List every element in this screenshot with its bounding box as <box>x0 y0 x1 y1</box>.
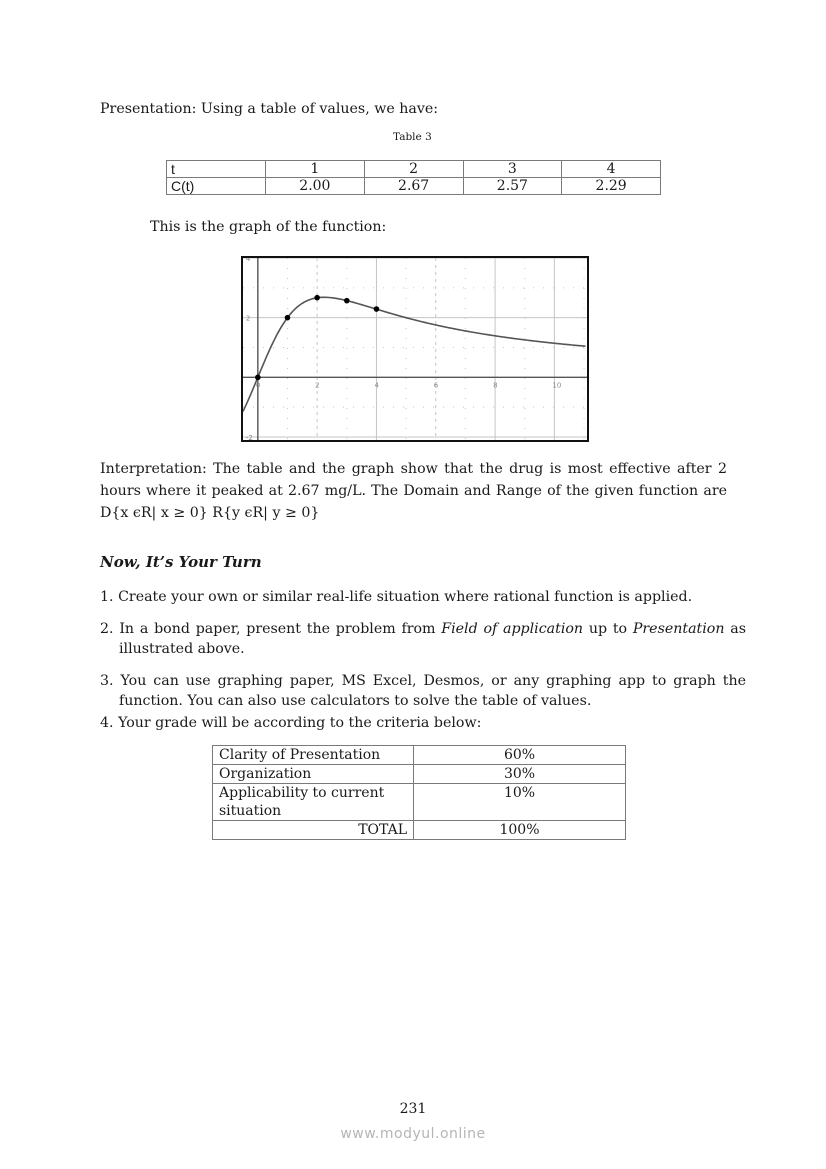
data-point <box>255 375 261 381</box>
table-cell: 2.57 <box>463 178 562 195</box>
task-text: Create your own or similar real-life situation where rational function is applied. <box>118 589 693 605</box>
table-cell: 2 <box>364 161 463 178</box>
function-graph <box>241 256 589 442</box>
values-table <box>166 160 661 195</box>
task-item <box>100 713 730 733</box>
table-cell: 1 <box>266 161 365 178</box>
y-tick-label: 4 <box>245 258 251 263</box>
table-row <box>213 765 626 784</box>
task-text-pre: In a bond paper, present the problem from <box>119 621 442 637</box>
task-number: 1. <box>100 589 114 605</box>
table-caption: Table 3 <box>393 131 432 143</box>
task-emphasis: Presentation <box>632 621 725 637</box>
table-row <box>167 161 661 178</box>
presentation-intro: Presentation: Using a table of values, we have: <box>100 101 439 117</box>
y-tick-label: 2 <box>245 314 251 323</box>
criteria-table <box>212 745 626 840</box>
criterion-value: 30% <box>414 765 626 784</box>
x-tick-label: 2 <box>315 381 320 390</box>
criterion-value: 10% <box>414 784 626 821</box>
criterion-label: Applicability to current situation <box>213 784 414 821</box>
x-tick-label: 6 <box>433 381 439 390</box>
table-cell: 2.29 <box>562 178 661 195</box>
data-point <box>285 315 291 321</box>
task-text: You can use graphing paper, MS Excel, Desmos, or any graphing app to graph the function. You can also use calculators to solve the table of values. <box>119 673 746 709</box>
data-point <box>344 298 350 304</box>
task-item <box>100 619 746 659</box>
x-tick-label: 8 <box>493 381 498 390</box>
table-row <box>213 746 626 765</box>
x-tick-label: 10 <box>552 381 562 390</box>
task-emphasis: Field of application <box>441 621 584 637</box>
y-tick-label: -2 <box>245 434 253 440</box>
section-title: Now, It’s Your Turn <box>100 553 262 571</box>
x-tick-label: 0 <box>255 381 261 390</box>
watermark: www.modyul.online <box>340 1126 486 1142</box>
table-row <box>167 178 661 195</box>
table-cell: 2.00 <box>266 178 365 195</box>
graph-svg <box>243 258 587 440</box>
table-cell: 4 <box>562 161 661 178</box>
data-point <box>314 295 320 301</box>
criterion-label: Organization <box>213 765 414 784</box>
criterion-value: 60% <box>414 746 626 765</box>
data-point <box>374 306 380 312</box>
table-row <box>213 784 626 821</box>
row-label: t <box>167 161 266 178</box>
total-value: 100% <box>414 821 626 840</box>
task-item <box>100 587 730 607</box>
task-item <box>100 671 746 711</box>
task-number: 4. <box>100 715 114 731</box>
task-number: 2. <box>100 621 114 637</box>
x-tick-label: 4 <box>374 381 379 390</box>
page-number: 231 <box>399 1101 427 1117</box>
task-text-post: as illustrated above. <box>119 621 747 657</box>
task-text: Your grade will be according to the criteria below: <box>118 715 482 731</box>
row-label: C(t) <box>167 178 266 195</box>
function-curve <box>243 297 586 411</box>
criterion-label: Clarity of Presentation <box>213 746 414 765</box>
graph-intro: This is the graph of the function: <box>150 219 387 235</box>
table-cell: 3 <box>463 161 562 178</box>
table-cell: 2.67 <box>364 178 463 195</box>
task-number: 3. <box>100 673 114 689</box>
task-text-mid: up to <box>583 621 633 637</box>
table-row <box>213 821 626 840</box>
total-label: TOTAL <box>213 821 414 840</box>
interpretation-text: Interpretation: The table and the graph show that the drug is most effective after 2 hours where it peaked at 2.67 mg/L. The Domain and Range of the given function are D{x ϵR| x ≥ 0} R{y ϵR| y ≥ 0} <box>100 461 727 521</box>
